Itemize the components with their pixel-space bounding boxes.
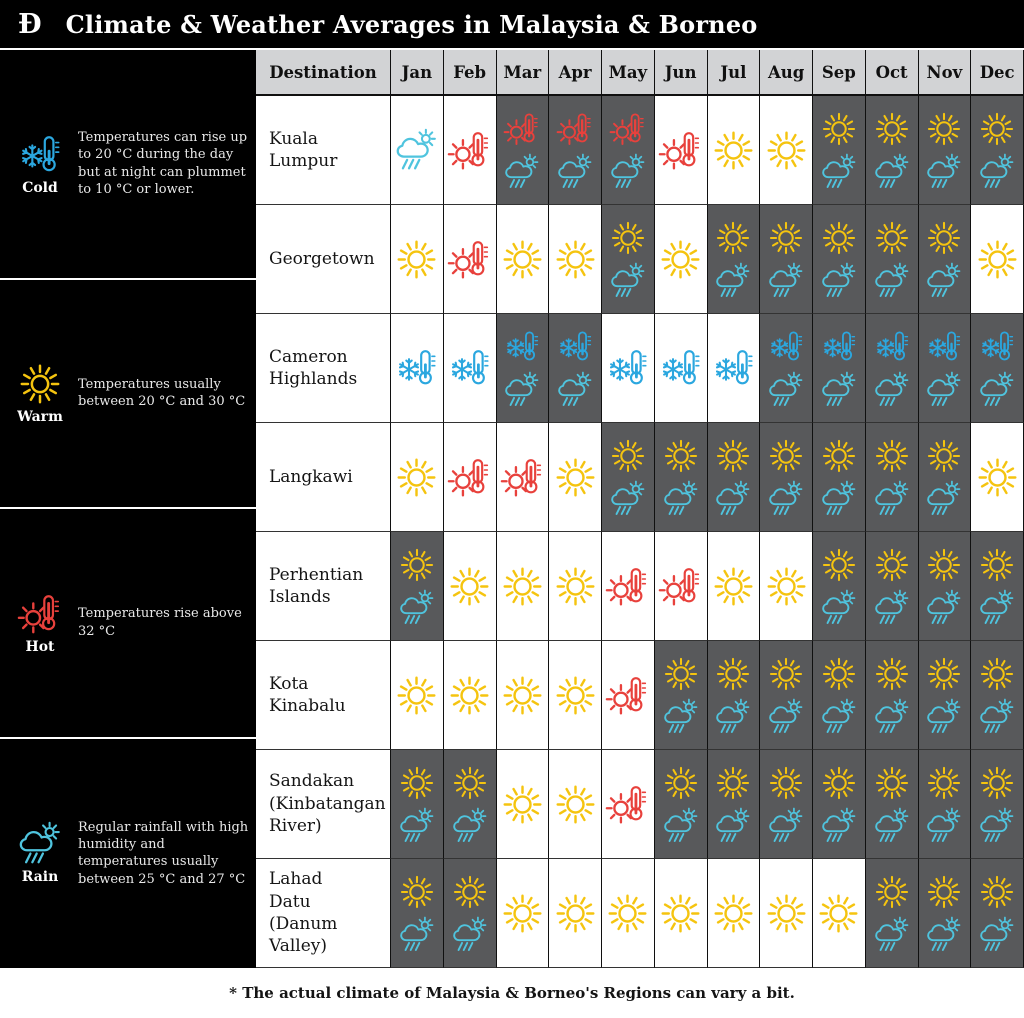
weather-cell bbox=[655, 96, 708, 205]
weather-cell bbox=[708, 423, 761, 532]
weather-cell bbox=[760, 423, 813, 532]
weather-cell bbox=[919, 750, 972, 859]
weather-cell bbox=[497, 423, 550, 532]
sun-icon bbox=[925, 219, 963, 257]
rain-cloud-sun-icon bbox=[451, 807, 489, 845]
sun-icon bbox=[820, 219, 858, 257]
sun-icon bbox=[767, 655, 805, 693]
weather-cell bbox=[813, 205, 866, 314]
weather-cell bbox=[391, 750, 444, 859]
rain-cloud-sun-icon bbox=[978, 589, 1016, 627]
sun-icon bbox=[714, 437, 752, 475]
legend-label: Warm bbox=[17, 409, 63, 426]
sun-icon bbox=[925, 546, 963, 584]
sun-icon bbox=[764, 128, 809, 173]
weather-cell bbox=[444, 205, 497, 314]
sun-thermometer-icon bbox=[556, 110, 594, 148]
weather-cell bbox=[708, 96, 761, 205]
sun-icon bbox=[978, 110, 1016, 148]
sun-icon bbox=[767, 219, 805, 257]
sun-icon bbox=[820, 655, 858, 693]
legend-description: Regular rainfall with high humidity and temperatures usually between 25 °C and 27 °C bbox=[78, 819, 249, 887]
sun-icon bbox=[714, 764, 752, 802]
legend-icon-block bbox=[10, 132, 70, 196]
weather-cell bbox=[444, 423, 497, 532]
sun-icon bbox=[978, 655, 1016, 693]
sun-icon bbox=[500, 564, 545, 609]
rain-cloud-sun-icon bbox=[978, 698, 1016, 736]
snowflake-thermometer-icon bbox=[711, 346, 756, 391]
sun-icon bbox=[873, 655, 911, 693]
sun-icon bbox=[873, 873, 911, 911]
sun-icon bbox=[553, 455, 598, 500]
rain-cloud-sun-icon bbox=[503, 371, 541, 409]
sun-thermometer-icon bbox=[17, 591, 63, 637]
month-column-header: Jul bbox=[708, 50, 761, 96]
month-column-header: May bbox=[602, 50, 655, 96]
month-column-header: Dec bbox=[971, 50, 1024, 96]
weather-cell bbox=[866, 314, 919, 423]
weather-cell bbox=[602, 532, 655, 641]
sun-icon bbox=[714, 655, 752, 693]
sun-icon bbox=[764, 564, 809, 609]
weather-cell bbox=[549, 750, 602, 859]
weather-cell bbox=[549, 205, 602, 314]
month-column-header: Sep bbox=[813, 50, 866, 96]
rain-cloud-sun-icon bbox=[925, 371, 963, 409]
table-panel bbox=[256, 50, 1024, 968]
weather-cell bbox=[444, 96, 497, 205]
month-column-header: Nov bbox=[919, 50, 972, 96]
sun-icon bbox=[451, 873, 489, 911]
page-title: Climate & Weather Averages in Malaysia & Borneo bbox=[65, 9, 758, 39]
rain-cloud-sun-icon bbox=[978, 371, 1016, 409]
rain-cloud-sun-icon bbox=[714, 807, 752, 845]
sun-icon bbox=[398, 764, 436, 802]
weather-cell bbox=[971, 423, 1024, 532]
rain-cloud-sun-icon bbox=[925, 698, 963, 736]
legend-section-warm bbox=[0, 280, 256, 510]
sun-icon bbox=[767, 437, 805, 475]
brand-logo-icon: Ɖ bbox=[18, 8, 42, 40]
rain-cloud-sun-icon bbox=[556, 371, 594, 409]
snowflake-thermometer-icon bbox=[503, 328, 541, 366]
weather-cell bbox=[919, 532, 972, 641]
weather-cell bbox=[813, 96, 866, 205]
rain-cloud-sun-icon bbox=[820, 480, 858, 518]
sun-icon bbox=[925, 873, 963, 911]
weather-cell bbox=[549, 314, 602, 423]
month-column-header: Jan bbox=[391, 50, 444, 96]
weather-cell bbox=[549, 859, 602, 968]
weather-cell bbox=[549, 423, 602, 532]
rain-cloud-sun-icon bbox=[767, 698, 805, 736]
weather-cell bbox=[655, 641, 708, 750]
sun-icon bbox=[553, 673, 598, 718]
legend-description: Temperatures can rise up to 20 °C during the day but at night can plummet to 10 °C or lower. bbox=[78, 130, 248, 198]
weather-cell bbox=[549, 532, 602, 641]
sun-icon bbox=[820, 546, 858, 584]
rain-cloud-sun-icon bbox=[394, 128, 439, 173]
sun-thermometer-icon bbox=[500, 455, 545, 500]
snowflake-thermometer-icon bbox=[925, 328, 963, 366]
weather-cell bbox=[866, 532, 919, 641]
destination-cell: Langkawi bbox=[256, 423, 391, 532]
sun-icon bbox=[978, 873, 1016, 911]
sun-icon bbox=[398, 546, 436, 584]
sun-icon bbox=[978, 546, 1016, 584]
snowflake-thermometer-icon bbox=[17, 132, 63, 178]
weather-cell bbox=[813, 641, 866, 750]
weather-cell bbox=[391, 205, 444, 314]
weather-cell bbox=[708, 641, 761, 750]
header-bar bbox=[0, 0, 1024, 48]
sun-icon bbox=[873, 110, 911, 148]
rain-cloud-sun-icon bbox=[767, 262, 805, 300]
rain-cloud-sun-icon bbox=[873, 480, 911, 518]
weather-cell bbox=[497, 532, 550, 641]
legend-section-cold bbox=[0, 50, 256, 280]
weather-cell bbox=[760, 750, 813, 859]
sun-icon bbox=[394, 455, 439, 500]
legend-section-hot bbox=[0, 509, 256, 739]
sun-icon bbox=[711, 891, 756, 936]
month-column-header: Aug bbox=[760, 50, 813, 96]
weather-cell bbox=[602, 750, 655, 859]
rain-cloud-sun-icon bbox=[873, 371, 911, 409]
sun-icon bbox=[820, 764, 858, 802]
rain-cloud-sun-icon bbox=[820, 698, 858, 736]
weather-cell bbox=[444, 314, 497, 423]
weather-cell bbox=[813, 532, 866, 641]
rain-cloud-sun-icon bbox=[451, 916, 489, 954]
weather-cell bbox=[971, 96, 1024, 205]
weather-cell bbox=[708, 314, 761, 423]
rain-cloud-sun-icon bbox=[873, 589, 911, 627]
weather-cell bbox=[391, 859, 444, 968]
weather-cell bbox=[866, 205, 919, 314]
rain-cloud-sun-icon bbox=[662, 807, 700, 845]
weather-cell bbox=[760, 205, 813, 314]
rain-cloud-sun-icon bbox=[925, 807, 963, 845]
rain-cloud-sun-icon bbox=[714, 698, 752, 736]
weather-cell bbox=[602, 205, 655, 314]
rain-cloud-sun-icon bbox=[925, 480, 963, 518]
month-column-header: Feb bbox=[444, 50, 497, 96]
legend-icon-block bbox=[10, 591, 70, 655]
weather-cell bbox=[655, 750, 708, 859]
rain-cloud-sun-icon bbox=[609, 480, 647, 518]
month-column-header: Jun bbox=[655, 50, 708, 96]
sun-icon bbox=[500, 891, 545, 936]
sun-icon bbox=[873, 546, 911, 584]
weather-cell bbox=[602, 96, 655, 205]
rain-cloud-sun-icon bbox=[398, 589, 436, 627]
rain-cloud-sun-icon bbox=[503, 153, 541, 191]
weather-cell bbox=[444, 532, 497, 641]
legend-label: Cold bbox=[22, 179, 58, 196]
weather-cell bbox=[655, 314, 708, 423]
sun-thermometer-icon bbox=[503, 110, 541, 148]
sun-icon bbox=[925, 764, 963, 802]
snowflake-thermometer-icon bbox=[394, 346, 439, 391]
destination-column-header: Destination bbox=[256, 50, 391, 96]
snowflake-thermometer-icon bbox=[767, 328, 805, 366]
sun-icon bbox=[447, 564, 492, 609]
weather-cell bbox=[602, 423, 655, 532]
rain-cloud-sun-icon bbox=[873, 807, 911, 845]
sun-icon bbox=[925, 110, 963, 148]
sun-icon bbox=[925, 437, 963, 475]
weather-cell bbox=[919, 96, 972, 205]
rain-cloud-sun-icon bbox=[978, 916, 1016, 954]
sun-icon bbox=[925, 655, 963, 693]
weather-cell bbox=[866, 859, 919, 968]
weather-cell bbox=[919, 314, 972, 423]
rain-cloud-sun-icon bbox=[820, 371, 858, 409]
sun-icon bbox=[553, 891, 598, 936]
sun-icon bbox=[873, 437, 911, 475]
sun-icon bbox=[658, 237, 703, 282]
weather-cell bbox=[391, 423, 444, 532]
sun-icon bbox=[394, 237, 439, 282]
sun-thermometer-icon bbox=[605, 673, 650, 718]
sun-thermometer-icon bbox=[658, 128, 703, 173]
weather-cell bbox=[813, 423, 866, 532]
weather-cell bbox=[708, 205, 761, 314]
weather-cell bbox=[866, 750, 919, 859]
snowflake-thermometer-icon bbox=[658, 346, 703, 391]
weather-cell bbox=[391, 532, 444, 641]
sun-thermometer-icon bbox=[447, 237, 492, 282]
snowflake-thermometer-icon bbox=[605, 346, 650, 391]
weather-cell bbox=[444, 750, 497, 859]
rain-cloud-sun-icon bbox=[925, 262, 963, 300]
weather-cell bbox=[549, 96, 602, 205]
weather-cell bbox=[919, 859, 972, 968]
destination-cell: Lahad Datu (Danum Valley) bbox=[256, 859, 391, 968]
weather-cell bbox=[708, 859, 761, 968]
weather-cell bbox=[760, 641, 813, 750]
sun-icon bbox=[447, 673, 492, 718]
rain-cloud-sun-icon bbox=[767, 807, 805, 845]
sun-icon bbox=[820, 110, 858, 148]
snowflake-thermometer-icon bbox=[556, 328, 594, 366]
weather-cell bbox=[708, 750, 761, 859]
rain-cloud-sun-icon bbox=[978, 807, 1016, 845]
sun-icon bbox=[398, 873, 436, 911]
rain-cloud-sun-icon bbox=[820, 262, 858, 300]
month-column-header: Apr bbox=[549, 50, 602, 96]
legend-icon-block bbox=[10, 821, 70, 885]
weather-cell bbox=[813, 859, 866, 968]
legend-label: Rain bbox=[21, 869, 59, 886]
footnote: * The actual climate of Malaysia & Borneo's Regions can vary a bit. bbox=[0, 968, 1024, 1018]
sun-icon bbox=[451, 764, 489, 802]
sun-icon bbox=[394, 673, 439, 718]
legend-section-rain bbox=[0, 739, 256, 969]
legend-label: Hot bbox=[25, 638, 55, 655]
weather-cell bbox=[497, 96, 550, 205]
weather-cell bbox=[919, 205, 972, 314]
weather-cell bbox=[497, 859, 550, 968]
sun-icon bbox=[975, 237, 1020, 282]
weather-cell bbox=[391, 641, 444, 750]
sun-thermometer-icon bbox=[658, 564, 703, 609]
rain-cloud-sun-icon bbox=[873, 262, 911, 300]
sun-icon bbox=[714, 219, 752, 257]
rain-cloud-sun-icon bbox=[714, 262, 752, 300]
rain-cloud-sun-icon bbox=[556, 153, 594, 191]
weather-cell bbox=[602, 859, 655, 968]
weather-cell bbox=[760, 314, 813, 423]
month-column-header: Oct bbox=[866, 50, 919, 96]
destination-cell: Cameron Highlands bbox=[256, 314, 391, 423]
sun-thermometer-icon bbox=[447, 455, 492, 500]
weather-cell bbox=[813, 314, 866, 423]
weather-cell bbox=[602, 314, 655, 423]
destination-cell: Kuala Lumpur bbox=[256, 96, 391, 205]
snowflake-thermometer-icon bbox=[820, 328, 858, 366]
weather-cell bbox=[655, 532, 708, 641]
weather-cell bbox=[971, 641, 1024, 750]
sun-icon bbox=[820, 437, 858, 475]
climate-table bbox=[256, 50, 1024, 968]
sun-icon bbox=[662, 764, 700, 802]
rain-cloud-sun-icon bbox=[925, 589, 963, 627]
rain-cloud-sun-icon bbox=[714, 480, 752, 518]
rain-cloud-sun-icon bbox=[609, 262, 647, 300]
sun-icon bbox=[764, 891, 809, 936]
snowflake-thermometer-icon bbox=[873, 328, 911, 366]
rain-cloud-sun-icon bbox=[925, 153, 963, 191]
weather-cell bbox=[971, 532, 1024, 641]
sun-thermometer-icon bbox=[605, 564, 650, 609]
rain-cloud-sun-icon bbox=[662, 480, 700, 518]
sun-icon bbox=[873, 219, 911, 257]
rain-cloud-sun-icon bbox=[978, 153, 1016, 191]
rain-cloud-sun-icon bbox=[820, 807, 858, 845]
sun-icon bbox=[17, 361, 63, 407]
sun-icon bbox=[711, 128, 756, 173]
weather-cell bbox=[760, 532, 813, 641]
destination-cell: Sandakan (Kinbatangan River) bbox=[256, 750, 391, 859]
sun-icon bbox=[873, 764, 911, 802]
weather-cell bbox=[391, 314, 444, 423]
sun-icon bbox=[662, 655, 700, 693]
snowflake-thermometer-icon bbox=[978, 328, 1016, 366]
sun-icon bbox=[767, 764, 805, 802]
weather-cell bbox=[866, 96, 919, 205]
sun-icon bbox=[975, 455, 1020, 500]
weather-cell bbox=[760, 96, 813, 205]
sun-icon bbox=[662, 437, 700, 475]
legend-panel bbox=[0, 50, 256, 968]
rain-cloud-sun-icon bbox=[767, 480, 805, 518]
sun-icon bbox=[500, 782, 545, 827]
sun-icon bbox=[605, 891, 650, 936]
rain-cloud-sun-icon bbox=[873, 153, 911, 191]
rain-cloud-sun-icon bbox=[820, 589, 858, 627]
legend-description: Temperatures rise above 32 °C bbox=[78, 606, 242, 639]
legend-description: Temperatures usually between 20 °C and 30 °C bbox=[78, 376, 246, 410]
weather-cell bbox=[497, 641, 550, 750]
weather-cell bbox=[655, 205, 708, 314]
weather-cell bbox=[549, 641, 602, 750]
weather-cell bbox=[391, 96, 444, 205]
main-content bbox=[0, 50, 1024, 968]
weather-cell bbox=[813, 750, 866, 859]
rain-cloud-sun-icon bbox=[398, 916, 436, 954]
sun-icon bbox=[553, 782, 598, 827]
destination-cell: Perhentian Islands bbox=[256, 532, 391, 641]
rain-cloud-sun-icon bbox=[398, 807, 436, 845]
weather-cell bbox=[655, 423, 708, 532]
weather-cell bbox=[919, 641, 972, 750]
weather-cell bbox=[497, 205, 550, 314]
sun-icon bbox=[553, 564, 598, 609]
sun-thermometer-icon bbox=[609, 110, 647, 148]
weather-cell bbox=[971, 205, 1024, 314]
month-column-header: Mar bbox=[497, 50, 550, 96]
sun-icon bbox=[711, 564, 756, 609]
rain-cloud-sun-icon bbox=[17, 821, 63, 867]
legend-icon-block bbox=[10, 361, 70, 425]
weather-cell bbox=[444, 859, 497, 968]
rain-cloud-sun-icon bbox=[820, 153, 858, 191]
snowflake-thermometer-icon bbox=[447, 346, 492, 391]
rain-cloud-sun-icon bbox=[767, 371, 805, 409]
weather-cell bbox=[497, 314, 550, 423]
weather-cell bbox=[919, 423, 972, 532]
rain-cloud-sun-icon bbox=[873, 916, 911, 954]
sun-icon bbox=[500, 673, 545, 718]
weather-cell bbox=[866, 423, 919, 532]
weather-cell bbox=[497, 750, 550, 859]
weather-cell bbox=[708, 532, 761, 641]
weather-cell bbox=[971, 750, 1024, 859]
rain-cloud-sun-icon bbox=[609, 153, 647, 191]
sun-thermometer-icon bbox=[447, 128, 492, 173]
weather-cell bbox=[444, 641, 497, 750]
sun-icon bbox=[500, 237, 545, 282]
sun-icon bbox=[609, 437, 647, 475]
weather-cell bbox=[602, 641, 655, 750]
weather-cell bbox=[866, 641, 919, 750]
sun-icon bbox=[978, 764, 1016, 802]
destination-cell: Kota Kinabalu bbox=[256, 641, 391, 750]
sun-icon bbox=[816, 891, 861, 936]
sun-icon bbox=[609, 219, 647, 257]
weather-cell bbox=[655, 859, 708, 968]
sun-icon bbox=[658, 891, 703, 936]
rain-cloud-sun-icon bbox=[873, 698, 911, 736]
destination-cell: Georgetown bbox=[256, 205, 391, 314]
weather-cell bbox=[971, 314, 1024, 423]
sun-icon bbox=[553, 237, 598, 282]
weather-cell bbox=[971, 859, 1024, 968]
rain-cloud-sun-icon bbox=[925, 916, 963, 954]
sun-thermometer-icon bbox=[605, 782, 650, 827]
rain-cloud-sun-icon bbox=[662, 698, 700, 736]
weather-cell bbox=[760, 859, 813, 968]
